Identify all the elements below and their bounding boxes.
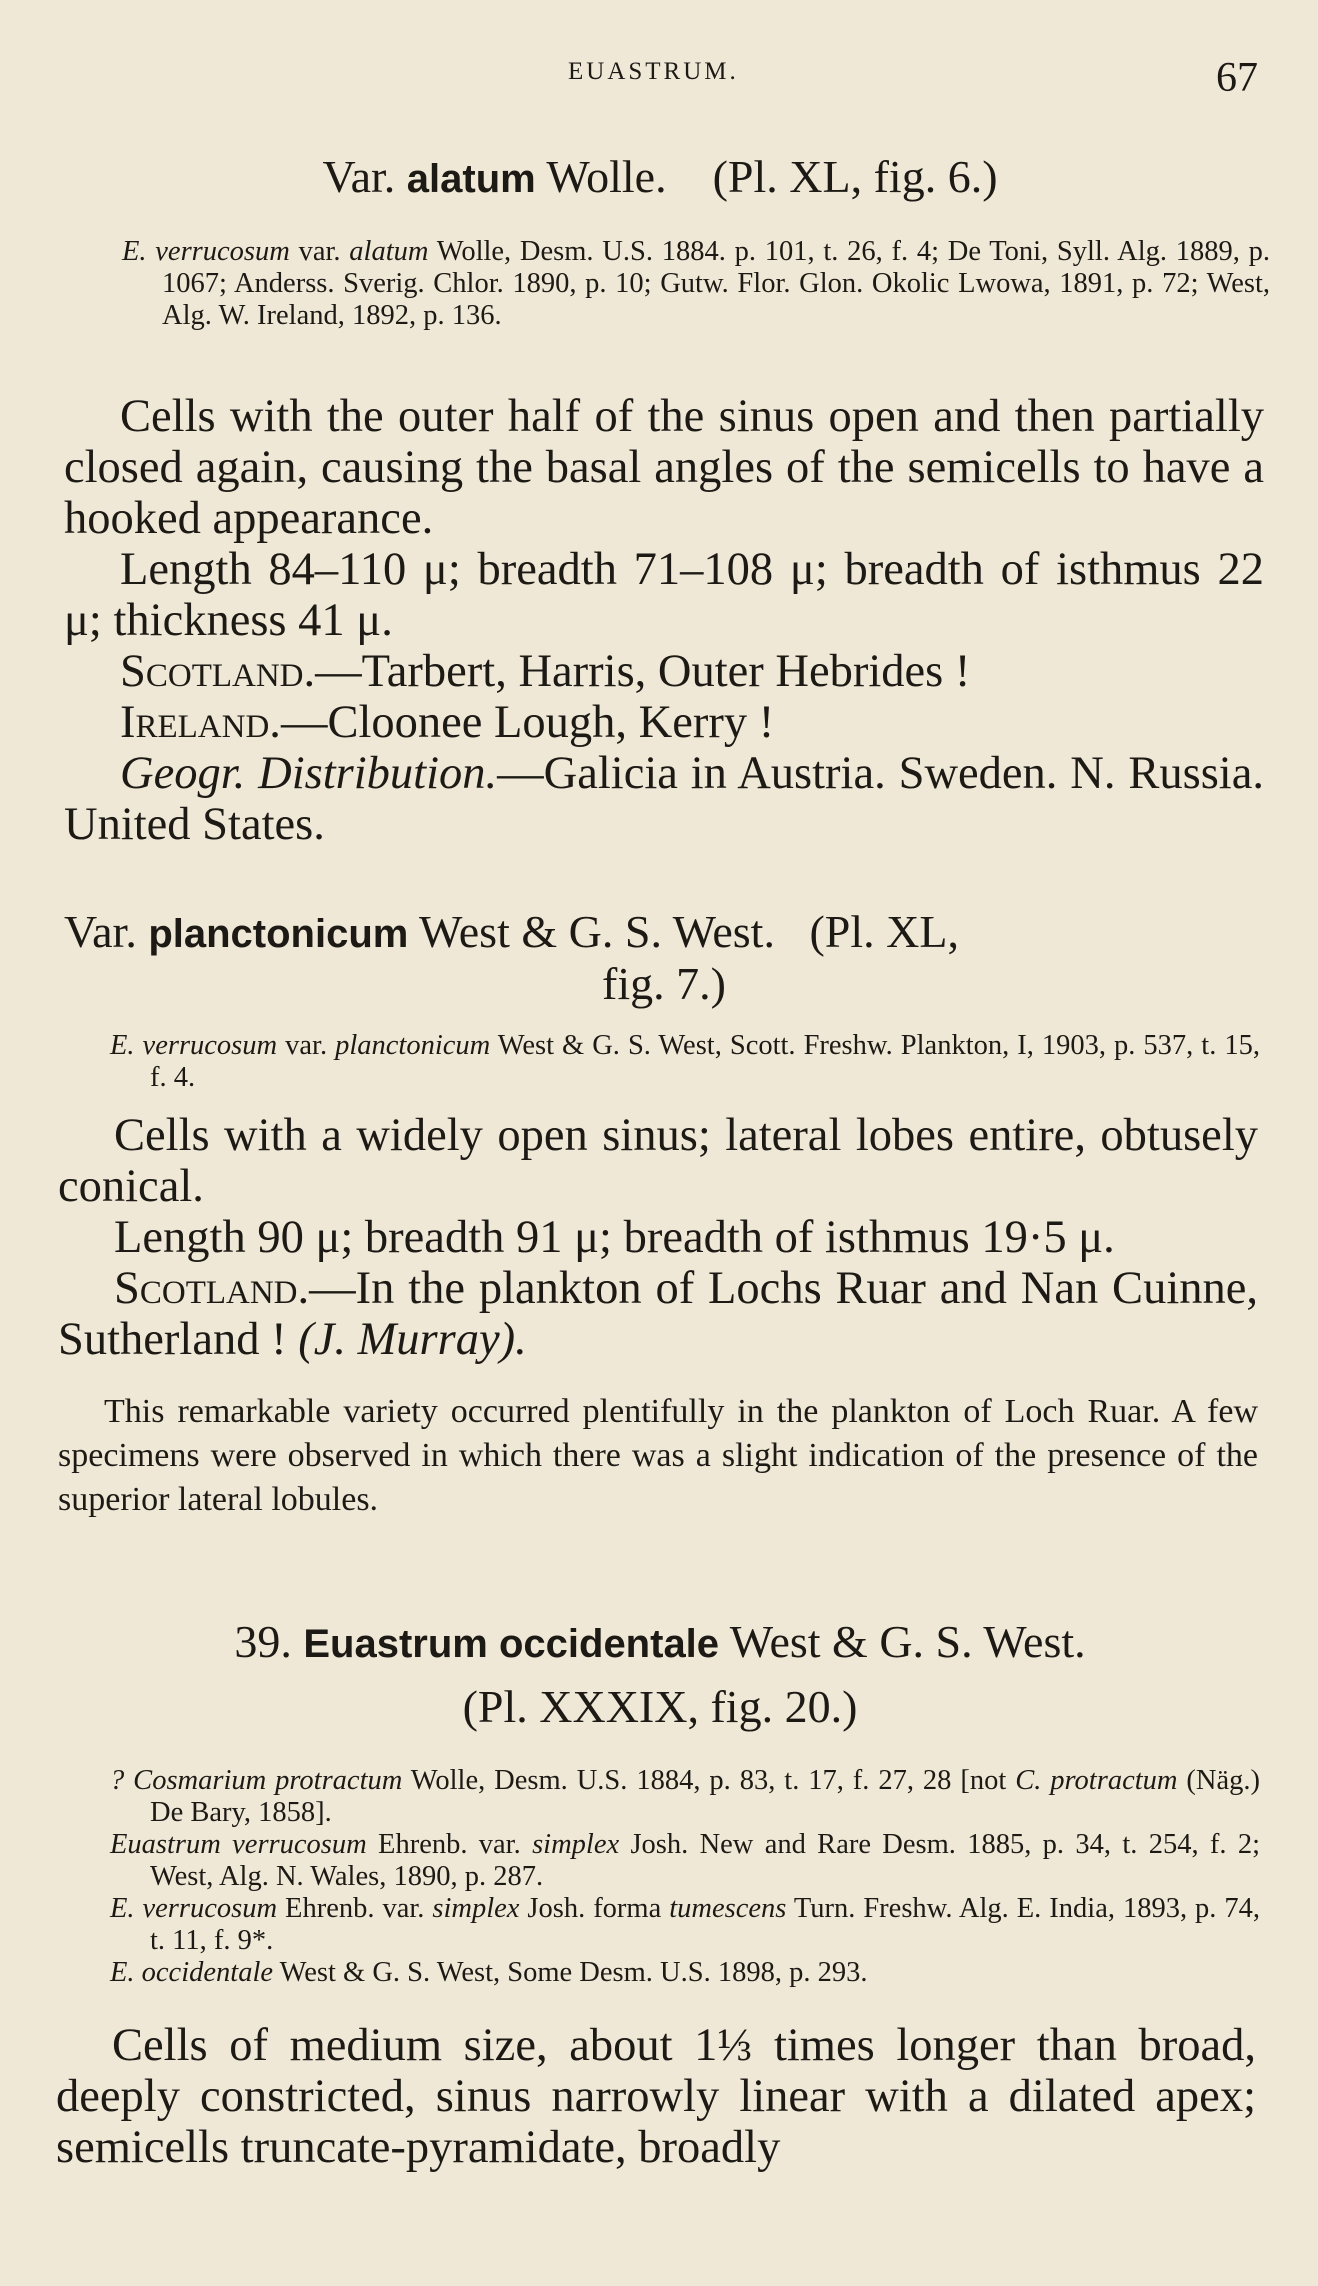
var-alatum-references: E. verrucosum var. alatum Wolle, Desm. U.S. 1884. p. 101, t. 26, f. 4; De Toni, Syll. Alg. 1889, p. 1067; Anderss. Sverig. Chlor. 1890, p. 10; Gutw. Flor. Glon. Okolic Lwowa, 1891, p. 72; West, Alg. W. Ireland, 1892, p. 136. <box>122 236 1271 331</box>
species-39-body <box>56 2020 1256 2173</box>
species-39-heading: 39. Euastrum occidentale West & G. S. West. <box>234 1616 1086 1667</box>
var-alatum-heading: Var. alatum Wolle. (Pl. XL, fig. 6.) <box>322 151 998 202</box>
species-39-reference: Euastrum verrucosum Ehrenb. var. simplex Josh. New and Rare Desm. 1885, p. 34, t. 254, f. 2; West, Alg. N. Wales, 1890, p. 287. <box>110 1829 1260 1892</box>
running-title: EUASTRUM. <box>568 58 739 85</box>
var-alatum-measurements: Length 84–110 μ; breadth 71–108 μ; breadth of isthmus 22 μ; thickness 41 μ. <box>64 544 1264 646</box>
var-planctonicum-measurements: Length 90 μ; breadth 91 μ; breadth of isthmus 19·5 μ. <box>114 1212 1115 1263</box>
var-alatum-description: Cells with the outer half of the sinus open and then partially closed again, causing the basal angles of the semicells to have a hooked appearance. <box>64 391 1264 544</box>
var-planctonicum-heading: Var. planctonicum West & G. S. West. (Pl. XL, <box>64 906 959 957</box>
var-planctonicum-body <box>58 1110 1258 1365</box>
page-number: 67 <box>1216 55 1258 101</box>
var-planctonicum-note: This remarkable variety occurred plentifully in the plankton of Loch Ruar. A few specimens were observed in which there was a slight indication of the presence of the superior lateral lobules. <box>58 1393 1258 1518</box>
var-alatum-locality-scotland: Scotland.—Tarbert, Harris, Outer Hebrides ! <box>120 646 971 697</box>
species-39-reference: E. verrucosum Ehrenb. var. simplex Josh. forma tumescens Turn. Freshw. Alg. E. India, 1893, p. 74, t. 11, f. 9*. <box>110 1893 1261 1956</box>
var-alatum-locality-ireland: Ireland.—Cloonee Lough, Kerry ! <box>120 697 775 748</box>
var-alatum-body <box>64 391 1264 850</box>
var-alatum-distribution: Geogr. Distribution.—Galicia in Austria. Sweden. N. Russia. United States. <box>64 748 1264 850</box>
species-39-description: Cells of medium size, about 1⅓ times longer than broad, deeply constricted, sinus narrowly linear with a dilated apex; semicells truncate-pyramidate, broadly <box>56 2020 1256 2173</box>
var-planctonicum-heading-line2: fig. 7.) <box>602 958 726 1009</box>
species-39-references <box>110 1765 1260 1989</box>
species-39-plate: (Pl. XXXIX, fig. 20.) <box>462 1681 858 1732</box>
var-planctonicum-locality: Scotland.—In the plankton of Lochs Ruar and Nan Cuinne, Sutherland ! (J. Murray). <box>58 1263 1258 1365</box>
species-39-reference: ? Cosmarium protractum Wolle, Desm. U.S. 1884, p. 83, t. 17, f. 27, 28 [not C. protractum (Näg.) De Bary, 1858]. <box>110 1765 1260 1828</box>
var-planctonicum-references: E. verrucosum var. planctonicum West & G. S. West, Scott. Freshw. Plankton, I, 1903, p. 537, t. 15, f. 4. <box>110 1030 1260 1093</box>
species-39-reference: E. occidentale West & G. S. West, Some Desm. U.S. 1898, p. 293. <box>110 1957 868 1988</box>
var-planctonicum-description: Cells with a widely open sinus; lateral lobes entire, obtusely conical. <box>58 1110 1258 1212</box>
